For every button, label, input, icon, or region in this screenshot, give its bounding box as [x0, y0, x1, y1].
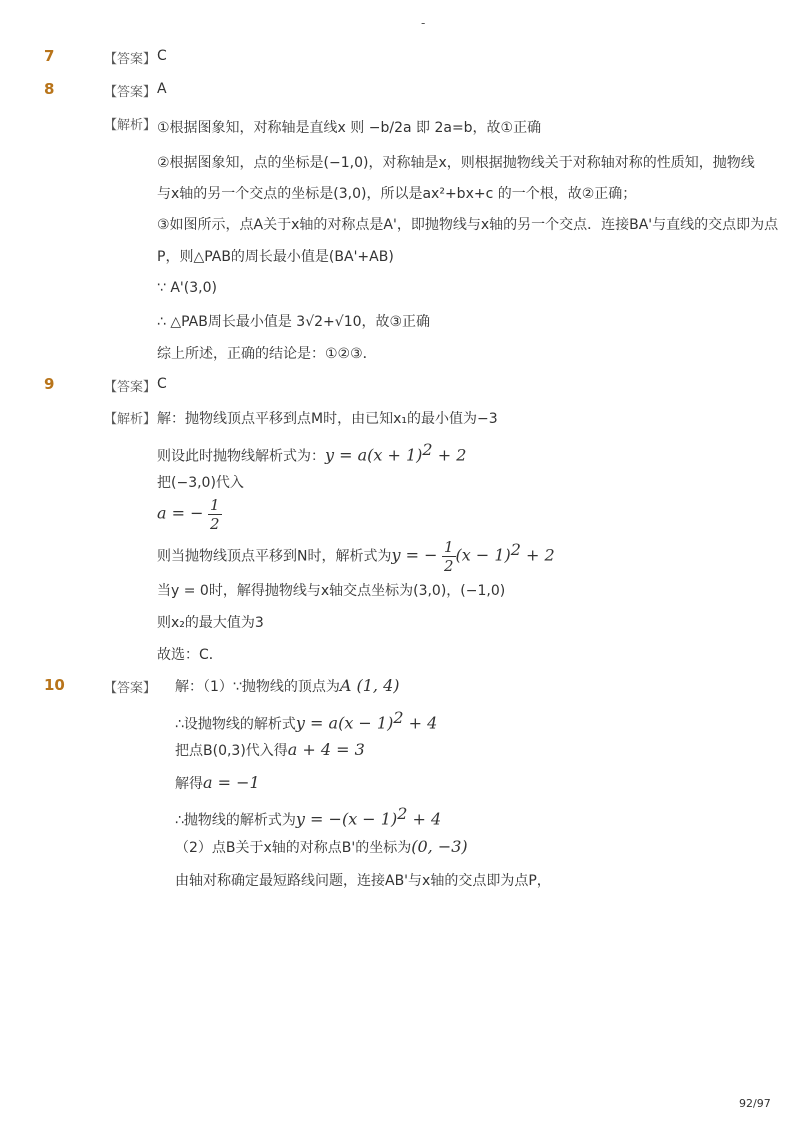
solution-line: 则x₂的最大值为3 [157, 615, 264, 631]
solution-line: ③如图所示，点A关于x轴的对称点是A'，即抛物线与x轴的另一个交点．连接BA'与直线的交点即为点 [157, 217, 779, 233]
formula: (x − 1) [455, 545, 511, 565]
exponent: 2 [422, 440, 433, 459]
fraction-denominator: 2 [443, 557, 454, 575]
answer-value: A [157, 81, 167, 97]
solution-line [157, 496, 222, 533]
formula-tail: + 4 [407, 809, 442, 829]
question-number-9: 9 [44, 375, 55, 393]
solution-line: 故选：C． [157, 647, 223, 663]
solution-line [175, 773, 260, 793]
solution-line: ②根据图象知，点的坐标是(−1,0)，对称轴是x，则根据抛物线关于对称轴对称的性质知，抛物线 [157, 155, 755, 171]
analysis-tag: 【解析】 [104, 412, 157, 427]
solution-text: 把点B(0,3)代入得 [175, 743, 288, 759]
analysis-tag: 【解析】 [104, 118, 157, 133]
solution-line: 综上所述，正确的结论是：①②③． [157, 346, 377, 362]
formula: y = − [391, 545, 438, 565]
solution-text: 则当抛物线顶点平移到N时，解析式为 [157, 548, 392, 565]
formula-tail: + 2 [432, 445, 467, 465]
formula-tail: + 2 [520, 545, 555, 565]
formula: a = −1 [203, 773, 260, 792]
solution-line [175, 676, 399, 696]
answer-tag: 【答案】 [104, 380, 157, 395]
fraction-numerator: 1 [443, 538, 454, 556]
solution-text: ∴抛物线的解析式为 [175, 812, 296, 829]
solution-line [175, 804, 441, 830]
solution-line: ①根据图象知，对称轴是直线x 则 −b/2a 即 2a=b，故①正确 [157, 120, 542, 136]
solution-line: P，则△PAB的周长最小值是(BA'+AB) [157, 249, 394, 265]
solution-line [175, 740, 365, 760]
page-number: 92/97 [739, 1097, 771, 1110]
solution-line [175, 708, 437, 734]
answer-tag: 【答案】 [104, 681, 157, 696]
fraction [442, 538, 456, 575]
formula: a + 4 = 3 [287, 740, 365, 759]
question-number-8: 8 [44, 80, 55, 98]
question-number-10: 10 [44, 676, 65, 694]
solution-line: 把(−3,0)代入 [157, 475, 244, 491]
fraction [208, 496, 222, 533]
solution-line [175, 837, 468, 857]
solution-line: 当y = 0时，解得抛物线与x轴交点坐标为(3,0)，(−1,0) [157, 583, 506, 599]
question-number-7: 7 [44, 47, 55, 65]
solution-line: 与x轴的另一个交点的坐标是(3,0)，所以是ax²+bx+c 的一个根，故②正确； [157, 186, 637, 202]
solution-line [157, 440, 466, 466]
formula-tail: + 4 [403, 713, 438, 733]
solution-line [157, 538, 555, 575]
exponent: 2 [393, 708, 404, 727]
solution-text: 则设此时抛物线解析式为： [157, 448, 325, 465]
fraction-numerator: 1 [209, 496, 220, 514]
answer-value: C [157, 376, 167, 392]
answer-tag: 【答案】 [104, 52, 157, 67]
header-mark: - [421, 16, 426, 30]
solution-text: 解得 [175, 776, 203, 792]
solution-text: 解：（1）∵抛物线的顶点为 [175, 679, 340, 695]
formula: (0, −3) [411, 837, 468, 856]
answer-tag: 【答案】 [104, 85, 157, 100]
solution-line: ∵ A'(3,0) [157, 280, 217, 296]
solution-line: ∴ △PAB周长最小值是 3√2+√10，故③正确 [157, 314, 431, 330]
answer-value: C [157, 48, 167, 64]
formula: a = − [157, 503, 204, 523]
fraction-denominator: 2 [209, 515, 220, 533]
formula: y = a(x + 1) [325, 445, 423, 465]
formula: y = a(x − 1) [295, 713, 394, 733]
formula: y = −(x − 1) [295, 809, 398, 829]
solution-line: 解：抛物线顶点平移到点M时，由已知x₁的最小值为−3 [157, 411, 498, 427]
solution-text: （2）点B关于x轴的对称点B'的坐标为 [175, 840, 412, 856]
solution-line: 由轴对称确定最短路线问题，连接AB'与x轴的交点即为点P， [175, 873, 551, 889]
exponent: 2 [397, 804, 408, 823]
formula: A (1, 4) [339, 676, 400, 695]
solution-text: ∴设抛物线的解析式 [175, 716, 296, 733]
exponent: 2 [510, 539, 521, 559]
